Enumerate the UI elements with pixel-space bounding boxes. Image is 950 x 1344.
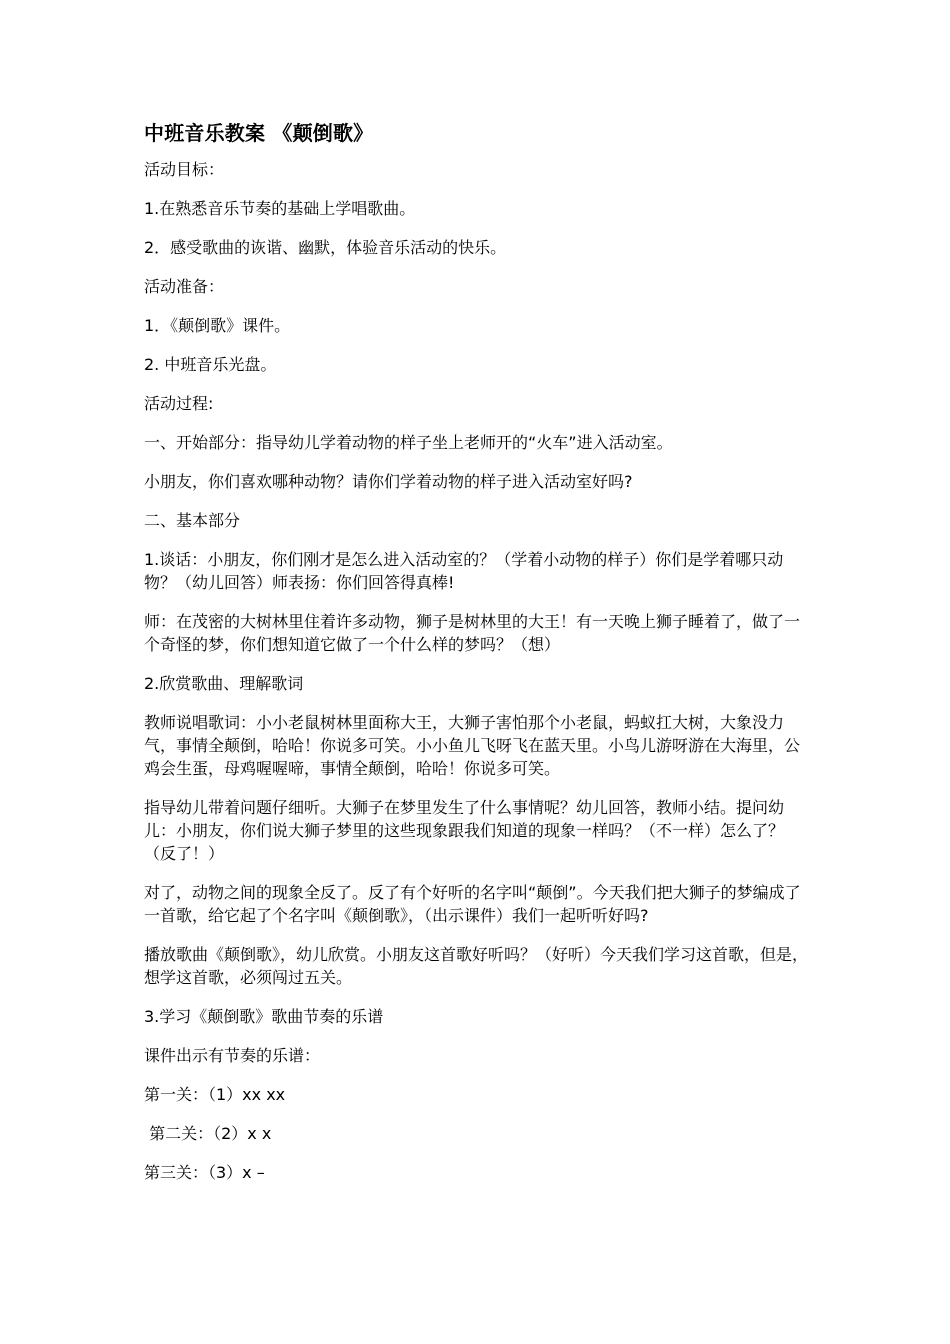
process-part-1: 一、开始部分：指导幼儿学着动物的样子坐上老师开的“火车”进入活动室。 — [144, 433, 673, 452]
subsection-heading: 2.欣赏歌曲、理解歌词 — [144, 674, 304, 693]
body-paragraph: 1.谈话：小朋友，你们刚才是怎么进入活动室的？（学着小动物的样子）你们是学着哪只动物？（幼儿回答）师表扬：你们回答得真棒! — [144, 550, 784, 592]
document-page — [144, 118, 808, 1200]
body-paragraph: 播放歌曲《颠倒歌》，幼儿欣赏。小朋友这首歌好听吗？（好听）今天我们学习这首歌，但是，想学这首歌，必须闯过五关。 — [144, 945, 809, 987]
level-item: 第三关：（3）x – — [144, 1163, 265, 1182]
goal-item-1: 1.在熟悉音乐节奏的基础上学唱歌曲。 — [144, 199, 416, 218]
body-paragraph: 对了，动物之间的现象全反了。反了有个好听的名字叫“颠倒”。今天我们把大狮子的梦编成了一首歌，给它起了个名字叫《颠倒歌》，（出示课件）我们一起听听好吗? — [144, 883, 801, 925]
body-paragraph: 课件出示有节奏的乐谱： — [144, 1046, 321, 1065]
preparation-item-1: 1．《颠倒歌》课件。 — [144, 316, 291, 335]
level-item: 第一关：（1）xx xx — [144, 1085, 286, 1104]
document-title: 中班音乐教案 《颠倒歌》 — [144, 121, 374, 145]
body-paragraph: 小朋友，你们喜欢哪种动物？请你们学着动物的样子进入活动室好吗? — [144, 472, 633, 491]
body-paragraph: 指导幼儿带着问题仔细听。大狮子在梦里发生了什么事情呢？幼儿回答，教师小结。提问幼儿：小朋友，你们说大狮子梦里的这些现象跟我们知道的现象一样吗？（不一样）怎么了？（反了！） — [144, 798, 785, 863]
preparation-item-2: 2. 中班音乐光盘。 — [144, 355, 277, 374]
subsection-heading: 3.学习《颠倒歌》歌曲节奏的乐谱 — [144, 1007, 384, 1026]
section-heading-goals: 活动目标： — [144, 160, 225, 179]
body-paragraph: 教师说唱歌词：小小老鼠树林里面称大王，大狮子害怕那个小老鼠，蚂蚁扛大树，大象没力气，事情全颠倒，哈哈！你说多可笑。小小鱼儿飞呀飞在蓝天里。小鸟儿游呀游在大海里，公鸡会生蛋，母鸡喔喔啼，事情全颠倒，哈哈！你说多可笑。 — [144, 713, 801, 778]
section-heading-preparation: 活动准备： — [144, 277, 225, 296]
goal-item-2: 2．感受歌曲的诙谐、幽默，体验音乐活动的快乐。 — [144, 238, 507, 257]
level-item: 第二关：（2）x x — [144, 1124, 272, 1143]
body-paragraph: 师：在茂密的大树林里住着许多动物，狮子是树林里的大王！有一天晚上狮子睡着了，做了一个奇怪的梦，你们想知道它做了一个什么样的梦吗？（想） — [144, 612, 801, 654]
section-heading-process: 活动过程: — [144, 394, 214, 413]
process-part-2: 二、基本部分 — [144, 511, 241, 530]
